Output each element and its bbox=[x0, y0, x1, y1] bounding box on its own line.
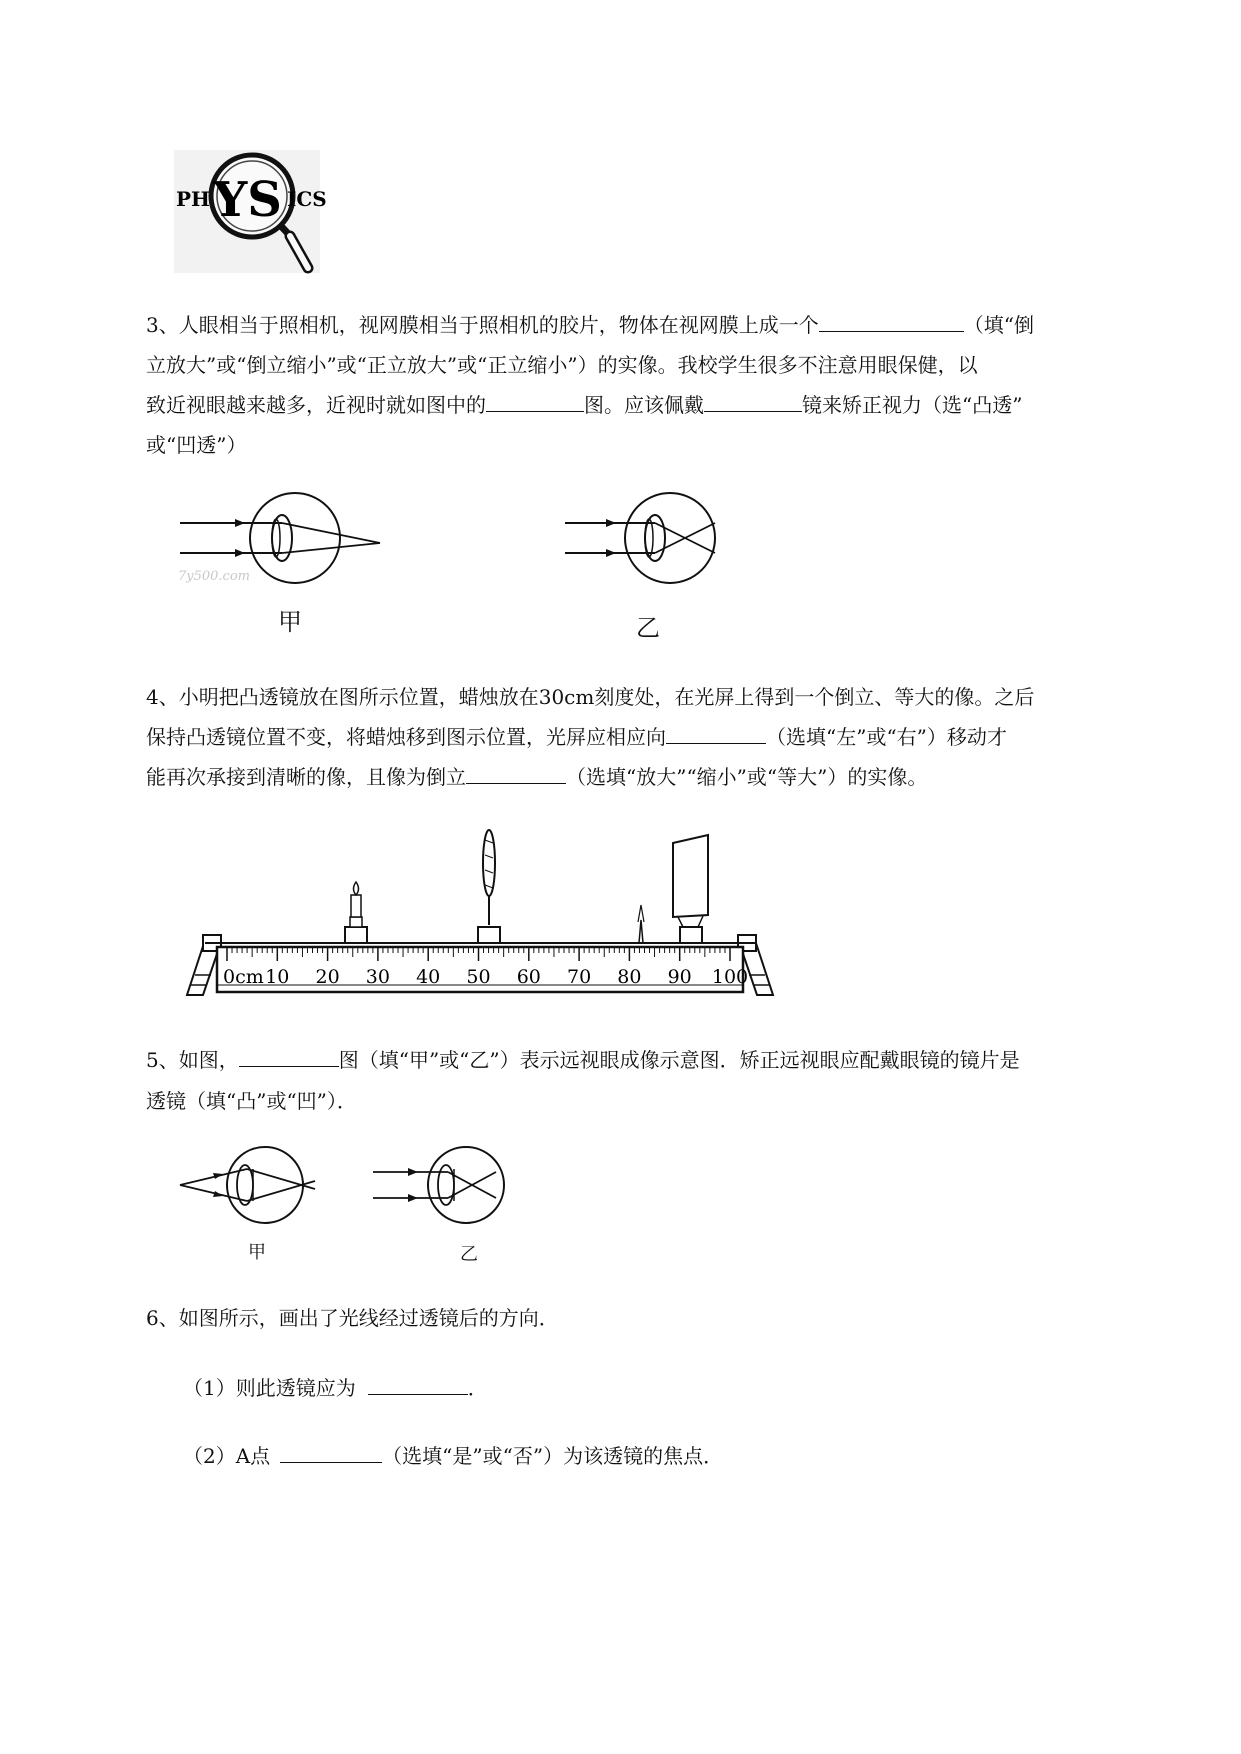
figure-label-jia: 甲 bbox=[278, 608, 302, 636]
q3-text: （填“倒 bbox=[963, 313, 1034, 337]
figure-label-jia-2: 甲 bbox=[248, 1242, 266, 1263]
q3-blank-1[interactable] bbox=[819, 309, 964, 332]
q4-text: 4、小明把凸透镜放在图所示位置，蜡烛放在30cm刻度处，在光屏上得到一个倒立、等大的像。之后 bbox=[146, 685, 1035, 709]
q3-text: 图。应该佩戴 bbox=[584, 393, 704, 417]
q3-text: 3、人眼相当于照相机，视网膜相当于照相机的胶片，物体在视网膜上成一个 bbox=[146, 313, 819, 337]
ruler-tick-label: 100 bbox=[711, 966, 749, 988]
logo-text-left: PH bbox=[176, 187, 210, 211]
ruler-tick-label: 90 bbox=[667, 966, 692, 988]
q5-text: 5、如图， bbox=[146, 1048, 239, 1072]
ruler-tick-label: 20 bbox=[315, 966, 340, 988]
ruler-tick-label: 30 bbox=[365, 966, 390, 988]
physics-logo bbox=[172, 150, 327, 275]
eye-diagram-b bbox=[560, 490, 740, 610]
eye-diagram-a bbox=[175, 490, 395, 610]
q5-text: 图（填“甲”或“乙”）表示远视眼成像示意图．矫正远视眼应配戴眼镜的镜片是 bbox=[338, 1048, 1020, 1072]
q6-text: （选填“是”或“否”）为该透镜的焦点． bbox=[382, 1444, 724, 1468]
q5-blank-1[interactable] bbox=[239, 1044, 339, 1067]
logo-text-big: YS bbox=[213, 172, 282, 228]
q6-text: 6、如图所示，画出了光线经过透镜后的方向． bbox=[146, 1306, 559, 1330]
ruler-tick-label: 50 bbox=[466, 966, 491, 988]
q4-blank-2[interactable] bbox=[466, 761, 566, 784]
q6-text: （1）则此透镜应为 bbox=[183, 1376, 356, 1400]
q4-text: （选填“左”或“右”）移动才 bbox=[766, 725, 1007, 749]
q3-text: 或“凹透”） bbox=[146, 433, 247, 457]
q4-text: （选填“放大”“缩小”或“等大”）的实像。 bbox=[566, 765, 928, 789]
watermark: 7y500.com bbox=[178, 569, 250, 584]
ruler-tick-label: 80 bbox=[617, 966, 642, 988]
q6-text: ． bbox=[467, 1376, 488, 1400]
figure-label-yi: 乙 bbox=[636, 614, 660, 642]
q6-text: （2）A点 bbox=[183, 1444, 271, 1468]
ruler-tick-label: 10 bbox=[265, 966, 290, 988]
q3-blank-3[interactable] bbox=[704, 389, 802, 412]
q5-text: 透镜（填“凸”或“凹”）． bbox=[146, 1089, 357, 1113]
q6-blank-1[interactable] bbox=[368, 1372, 468, 1395]
ruler-tick-label: 60 bbox=[516, 966, 541, 988]
ruler-tick-label: 40 bbox=[416, 966, 441, 988]
q4-blank-1[interactable] bbox=[666, 721, 766, 744]
eye-diagram-nearsighted bbox=[368, 1145, 508, 1230]
q4-text: 能再次承接到清晰的像，且像为倒立 bbox=[146, 765, 466, 789]
q3-text: 致近视眼越来越多，近视时就如图中的 bbox=[146, 393, 486, 417]
ruler-tick-label: 70 bbox=[567, 966, 592, 988]
q4-text: 保持凸透镜位置不变，将蜡烛移到图示位置，光屏应相应向 bbox=[146, 725, 666, 749]
q3-blank-2[interactable] bbox=[486, 389, 584, 412]
logo-text-right: ICS bbox=[287, 187, 327, 211]
optical-bench bbox=[175, 825, 795, 1005]
q3-text: 立放大”或“倒立缩小”或“正立放大”或“正立缩小”）的实像。我校学生很多不注意用眼保健，以 bbox=[146, 353, 978, 377]
q3-text: 镜来矫正视力（选“凸透” bbox=[802, 393, 1023, 417]
eye-diagram-farsighted bbox=[175, 1145, 325, 1230]
q6-blank-2[interactable] bbox=[280, 1440, 382, 1463]
figure-label-yi-2: 乙 bbox=[460, 1244, 478, 1265]
ruler-tick-label: 0cm bbox=[223, 966, 264, 988]
